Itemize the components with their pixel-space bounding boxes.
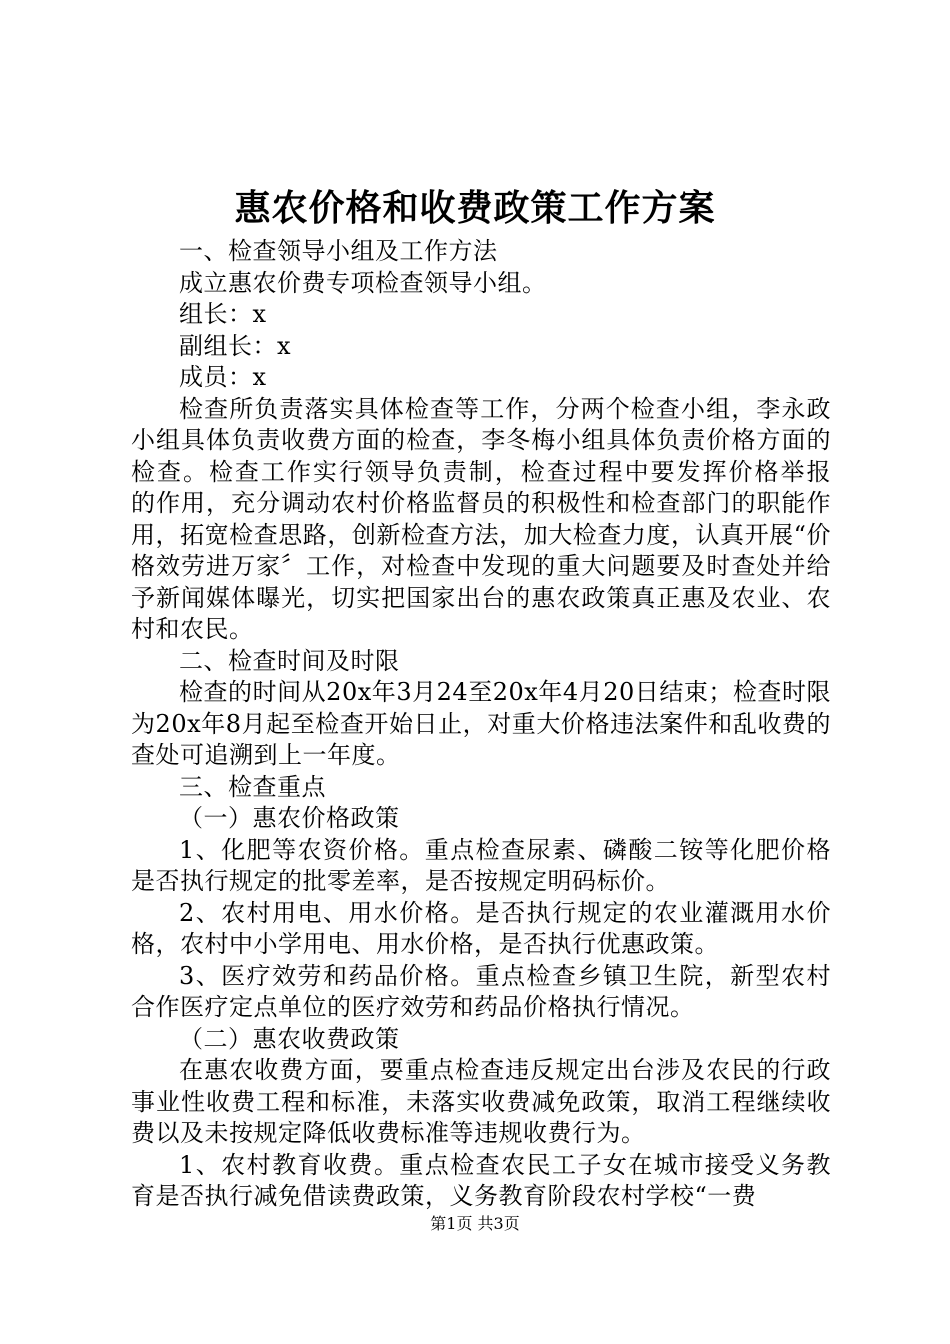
- paragraph-medical: 3、医疗效劳和药品价格。重点检查乡镇卫生院，新型农村合作医疗定点单位的医疗效劳和药品价格执行情况。: [131, 961, 831, 1021]
- paragraph-fertilizer: 1、化肥等农资价格。重点检查尿素、磷酸二铵等化肥价格是否执行规定的批零差率，是否按规定明码标价。: [131, 835, 831, 895]
- page-footer: 第1页 共3页: [430, 1214, 520, 1233]
- paragraph-leader: 组长：x: [179, 300, 267, 328]
- paragraph-fee-focus: 在惠农收费方面，要重点检查违反规定出台涉及农民的行政事业性收费工程和标准，未落实收费减免政策，取消工程继续收费以及未按规定降低收费标准等违规收费行为。: [131, 1056, 831, 1147]
- subsection-heading-price: （一）惠农价格政策: [179, 804, 400, 832]
- document-title: 惠农价格和收费政策工作方案: [234, 187, 716, 229]
- paragraph-electricity-water: 2、农村用电、用水价格。是否执行规定的农业灌溉用水价格，农村中小学用电、用水价格，是否执行优惠政策。: [131, 898, 831, 958]
- paragraph-members: 成员：x: [179, 363, 267, 391]
- paragraph-education-fees: 1、农村教育收费。重点检查农民工子女在城市接受义务教育是否执行减免借读费政策，义务教育阶段农村学校“一费: [131, 1150, 831, 1210]
- subsection-heading-fees: （二）惠农收费政策: [179, 1024, 400, 1053]
- section-heading-3: 三、检查重点: [179, 772, 326, 801]
- paragraph-deputy-leader: 副组长：x: [179, 331, 292, 360]
- paragraph-work-method: 检查所负责落实具体检查等工作，分两个检查小组，李永政小组具体负责收费方面的检查，李冬梅小组具体负责价格方面的检查。检查工作实行领导负责制，检查过程中要发挥价格举报 的作用，充分调动农村价格监督员的积极性和检查部门的职能作用，拓宽检查思路，创新检查方法，加大检查力度，认真开展“价格效劳进万家〞工作，对检查中发现的重大问题要及时查处并给予新闻媒体曝光，切实把国家出台的惠农政策真正惠及农业、农村和农民。: [131, 394, 856, 643]
- section-heading-2: 二、检查时间及时限: [179, 646, 400, 675]
- paragraph-time-limit: 检查的时间从20x年3月24至20x年4月20日结束；检查时限为20x年8月起至检查开始日止，对重大价格违法案件和乱收费的查处可追溯到上一年度。: [131, 678, 831, 769]
- paragraph-group-setup: 成立惠农价费专项检查领导小组。: [179, 268, 547, 297]
- document-body: [131, 236, 856, 1213]
- section-heading-1: 一、检查领导小组及工作方法: [179, 237, 498, 265]
